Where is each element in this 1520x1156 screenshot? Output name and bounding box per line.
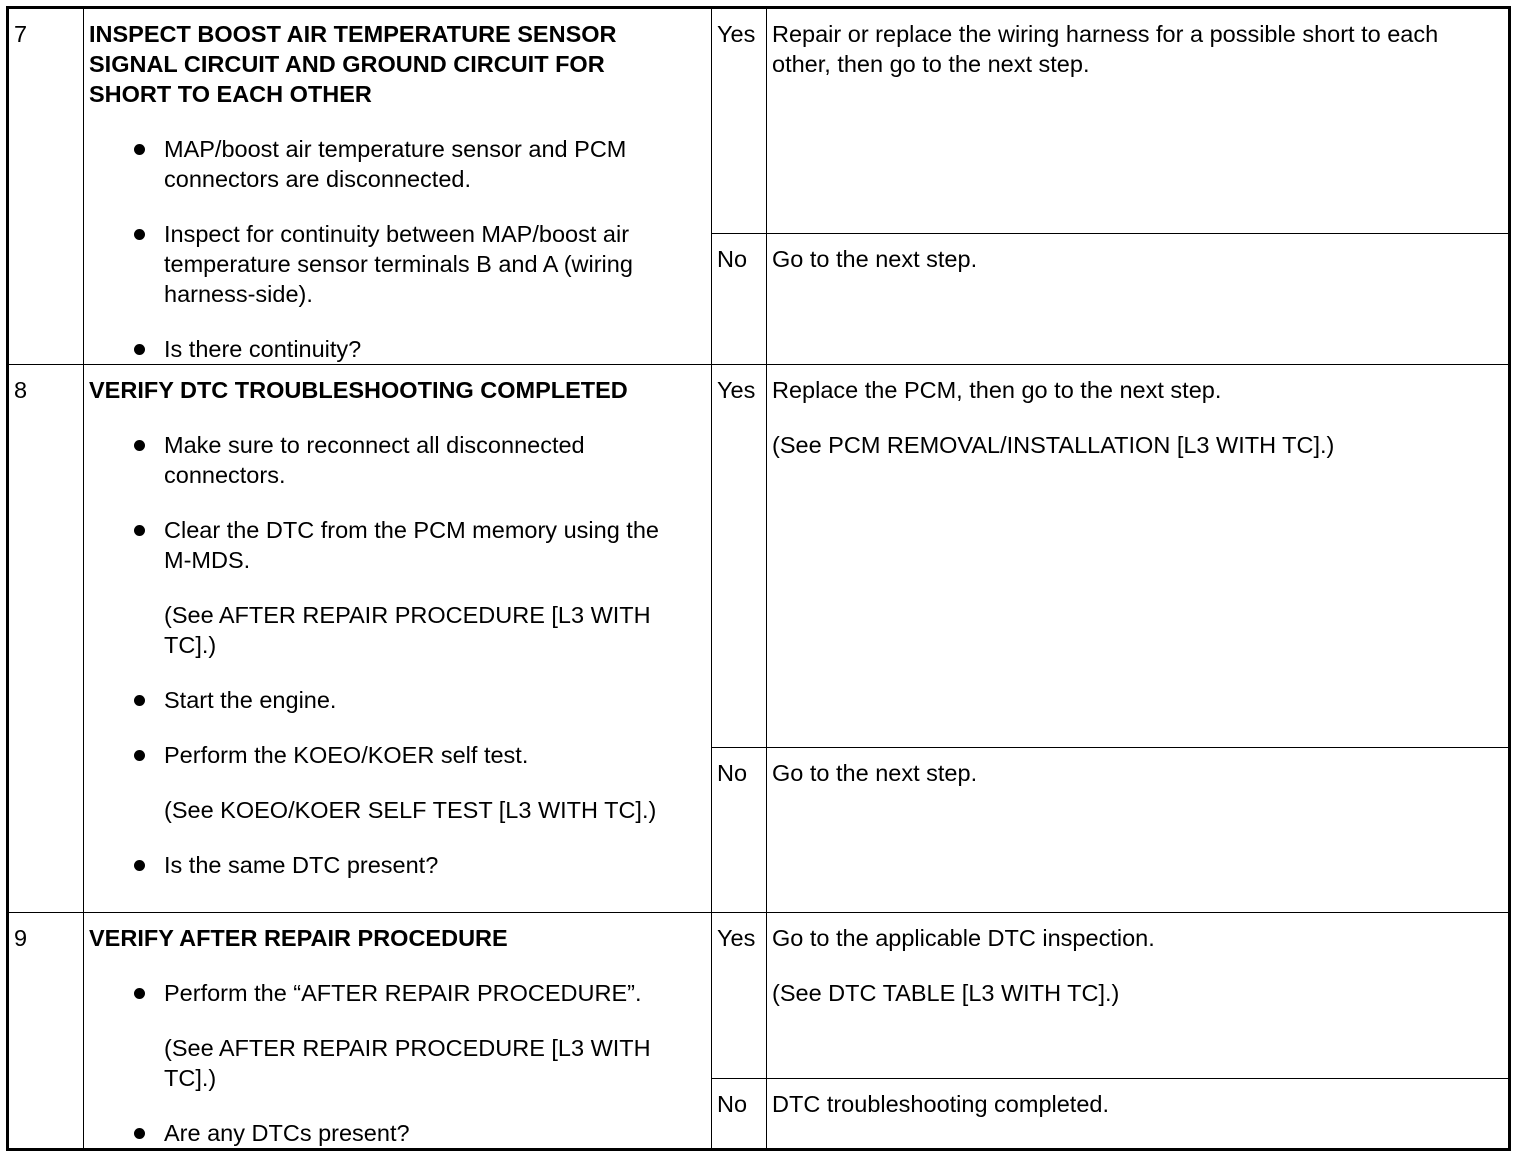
no-label: No — [712, 233, 767, 364]
yes-label: Yes — [712, 913, 767, 1079]
no-result — [767, 1079, 1510, 1150]
result-line: Replace the PCM, then go to the next step. — [772, 377, 1222, 403]
step-number: 8 — [8, 365, 84, 913]
step-items — [89, 134, 691, 364]
step-row-7 — [8, 8, 1510, 234]
step-item: Perform the “AFTER REPAIR PROCEDURE”. (See AFTER REPAIR PROCEDURE [L3 WITH TC].) — [89, 978, 691, 1093]
no-result — [767, 233, 1510, 364]
yes-label: Yes — [712, 8, 767, 234]
result-line: Go to the applicable DTC inspection. — [772, 925, 1155, 951]
step-action — [84, 913, 712, 1150]
step-action — [84, 8, 712, 365]
step-action — [84, 365, 712, 913]
step-item: Is there continuity? — [89, 334, 691, 364]
step-item: Are any DTCs present? — [89, 1118, 691, 1148]
bullet-icon — [134, 1128, 145, 1139]
bullet-icon — [134, 695, 145, 706]
result-line: (See DTC TABLE [L3 WITH TC].) — [772, 980, 1120, 1006]
bullet-icon — [134, 229, 145, 240]
step-row-9 — [8, 913, 1510, 1079]
step-title: INSPECT BOOST AIR TEMPERATURE SENSOR SIGNAL CIRCUIT AND GROUND CIRCUIT FOR SHORT TO EACH OTHER — [89, 21, 617, 107]
bullet-icon — [134, 860, 145, 871]
yes-result — [767, 913, 1510, 1079]
step-row-8 — [8, 365, 1510, 748]
no-label: No — [712, 748, 767, 913]
yes-label: Yes — [712, 365, 767, 748]
no-result — [767, 748, 1510, 913]
step-number: 9 — [8, 913, 84, 1150]
no-label: No — [712, 1079, 767, 1150]
step-item: Clear the DTC from the PCM memory using the M-MDS. (See AFTER REPAIR PROCEDURE [L3 WITH TC].) — [89, 515, 691, 660]
bullet-icon — [134, 988, 145, 999]
step-items — [89, 430, 691, 880]
step-items — [89, 978, 691, 1148]
yes-result — [767, 8, 1510, 234]
bullet-icon — [134, 144, 145, 155]
step-item: Inspect for continuity between MAP/boost air temperature sensor terminals B and A (wiring harness-side). — [89, 219, 691, 309]
yes-result — [767, 365, 1510, 748]
bullet-icon — [134, 525, 145, 536]
step-item: Start the engine. — [89, 685, 691, 715]
step-item: MAP/boost air temperature sensor and PCM connectors are disconnected. — [89, 134, 691, 194]
reference-link: (See KOEO/KOER SELF TEST [L3 WITH TC].) — [164, 797, 657, 823]
result-line: DTC troubleshooting completed. — [772, 1091, 1110, 1118]
reference-link: (See AFTER REPAIR PROCEDURE [L3 WITH TC].) — [164, 1035, 651, 1091]
step-item: Is the same DTC present? — [89, 850, 691, 880]
step-number: 7 — [8, 8, 84, 365]
step-item: Make sure to reconnect all disconnected connectors. — [89, 430, 691, 490]
step-title: VERIFY DTC TROUBLESHOOTING COMPLETED — [89, 377, 628, 403]
bullet-icon — [134, 750, 145, 761]
step-title: VERIFY AFTER REPAIR PROCEDURE — [89, 925, 508, 951]
result-line: Repair or replace the wiring harness for a possible short to each other, then go to the next step. — [772, 21, 1439, 77]
bullet-icon — [134, 344, 145, 355]
reference-link: (See AFTER REPAIR PROCEDURE [L3 WITH TC].) — [164, 602, 651, 658]
step-item: Perform the KOEO/KOER self test. (See KOEO/KOER SELF TEST [L3 WITH TC].) — [89, 740, 691, 825]
troubleshooting-table — [6, 6, 1511, 1151]
result-line: Go to the next step. — [772, 245, 978, 272]
result-line: Go to the next step. — [772, 760, 978, 786]
result-line: (See PCM REMOVAL/INSTALLATION [L3 WITH TC].) — [772, 432, 1335, 458]
bullet-icon — [134, 440, 145, 451]
